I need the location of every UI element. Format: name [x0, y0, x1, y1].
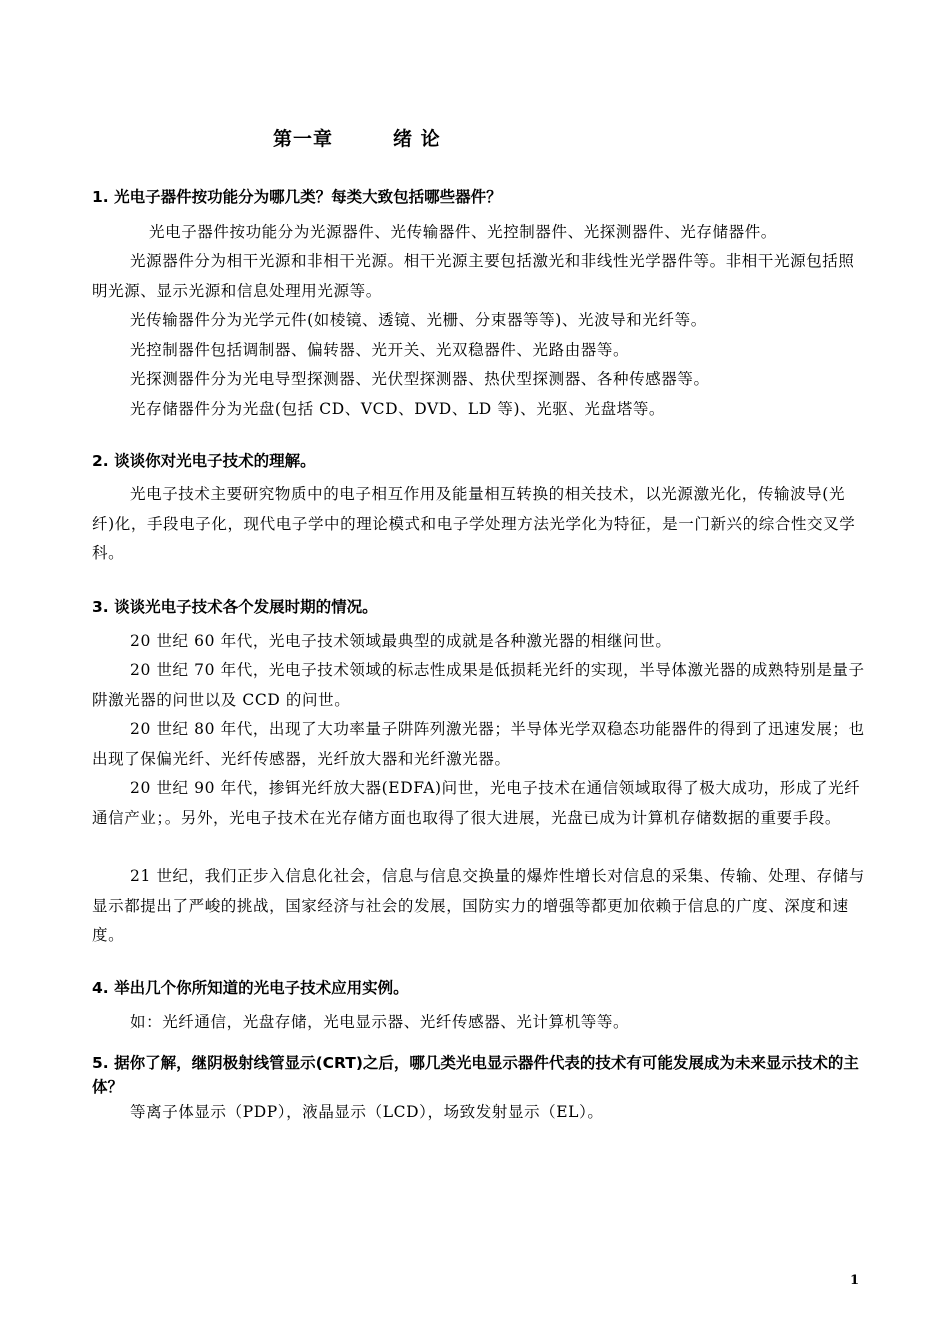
question-1: 1. 光电子器件按功能分为哪几类？每类大致包括哪些器件？ [92, 188, 502, 206]
question-4: 4. 举出几个你所知道的光电子技术应用实例。 [92, 979, 409, 997]
chapter-title: 第一章 绪 论 [273, 128, 441, 150]
answer-3-paragraph-2: 20 世纪 70 年代，光电子技术领域的标志性成果是低损耗光纤的实现，半导体激光器的成熟特别是量子阱激光器的问世以及 CCD 的问世。 [92, 661, 865, 709]
answer-3-paragraph-3: 20 世纪 80 年代，出现了大功率量子阱阵列激光器；半导体光学双稳态功能器件的得到了迅速发展；也出现了保偏光纤、光纤传感器，光纤放大器和光纤激光器。 [92, 720, 865, 768]
answer-2-paragraph-1: 光电子技术主要研究物质中的电子相互作用及能量相互转换的相关技术，以光源激光化，传输波导(光纤)化，手段电子化，现代电子学中的理论模式和电子学处理方法光学化为特征，是一门新兴的综合性交叉学科。 [92, 485, 856, 562]
answer-1-paragraph-2: 光源器件分为相干光源和非相干光源。相干光源主要包括激光和非线性光学器件等。非相干光源包括照明光源、显示光源和信息处理用光源等。 [92, 252, 855, 300]
answer-3-paragraph-1: 20 世纪 60 年代，光电子技术领域最典型的成就是各种激光器的相继问世。 [130, 632, 672, 650]
question-5: 5. 据你了解，继阴极射线管显示(CRT)之后，哪几类光电显示器件代表的技术有可能发展成为未来显示技术的主体？ [92, 1054, 859, 1096]
question-3: 3. 谈谈光电子技术各个发展时期的情况。 [92, 598, 378, 616]
answer-5-paragraph-1: 等离子体显示（PDP），液晶显示（LCD），场致发射显示（EL）。 [130, 1103, 604, 1121]
answer-1-paragraph-5: 光探测器件分为光电导型探测器、光伏型探测器、热伏型探测器、各种传感器等。 [130, 370, 710, 388]
answer-1-paragraph-3: 光传输器件分为光学元件(如棱镜、透镜、光栅、分束器等等)、光波导和光纤等。 [130, 311, 707, 329]
answer-3-paragraph-4: 20 世纪 90 年代，掺铒光纤放大器(EDFA)问世，光电子技术在通信领域取得了极大成功，形成了光纤通信产业；。另外，光电子技术在光存储方面也取得了很大进展，光盘已成为计算机存储数据的重要手段。 [92, 779, 861, 827]
question-2: 2. 谈谈你对光电子技术的理解。 [92, 452, 316, 470]
answer-1-paragraph-4: 光控制器件包括调制器、偏转器、光开关、光双稳器件、光路由器等。 [130, 341, 630, 359]
answer-4-paragraph-1: 如：光纤通信，光盘存储，光电显示器、光纤传感器、光计算机等等。 [130, 1013, 630, 1031]
answer-3-paragraph-5: 21 世纪，我们正步入信息化社会，信息与信息交换量的爆炸性增长对信息的采集、传输、处理、存储与显示都提出了严峻的挑战，国家经济与社会的发展，国防实力的增强等都更加依赖于信息的广度、深度和速度。 [92, 867, 865, 944]
page-number: 1 [850, 1273, 860, 1288]
answer-1-paragraph-1: 光电子器件按功能分为光源器件、光传输器件、光控制器件、光探测器件、光存储器件。 [149, 223, 777, 241]
answer-1-paragraph-6: 光存储器件分为光盘(包括 CD、VCD、DVD、LD 等)、光驱、光盘塔等。 [130, 400, 666, 418]
